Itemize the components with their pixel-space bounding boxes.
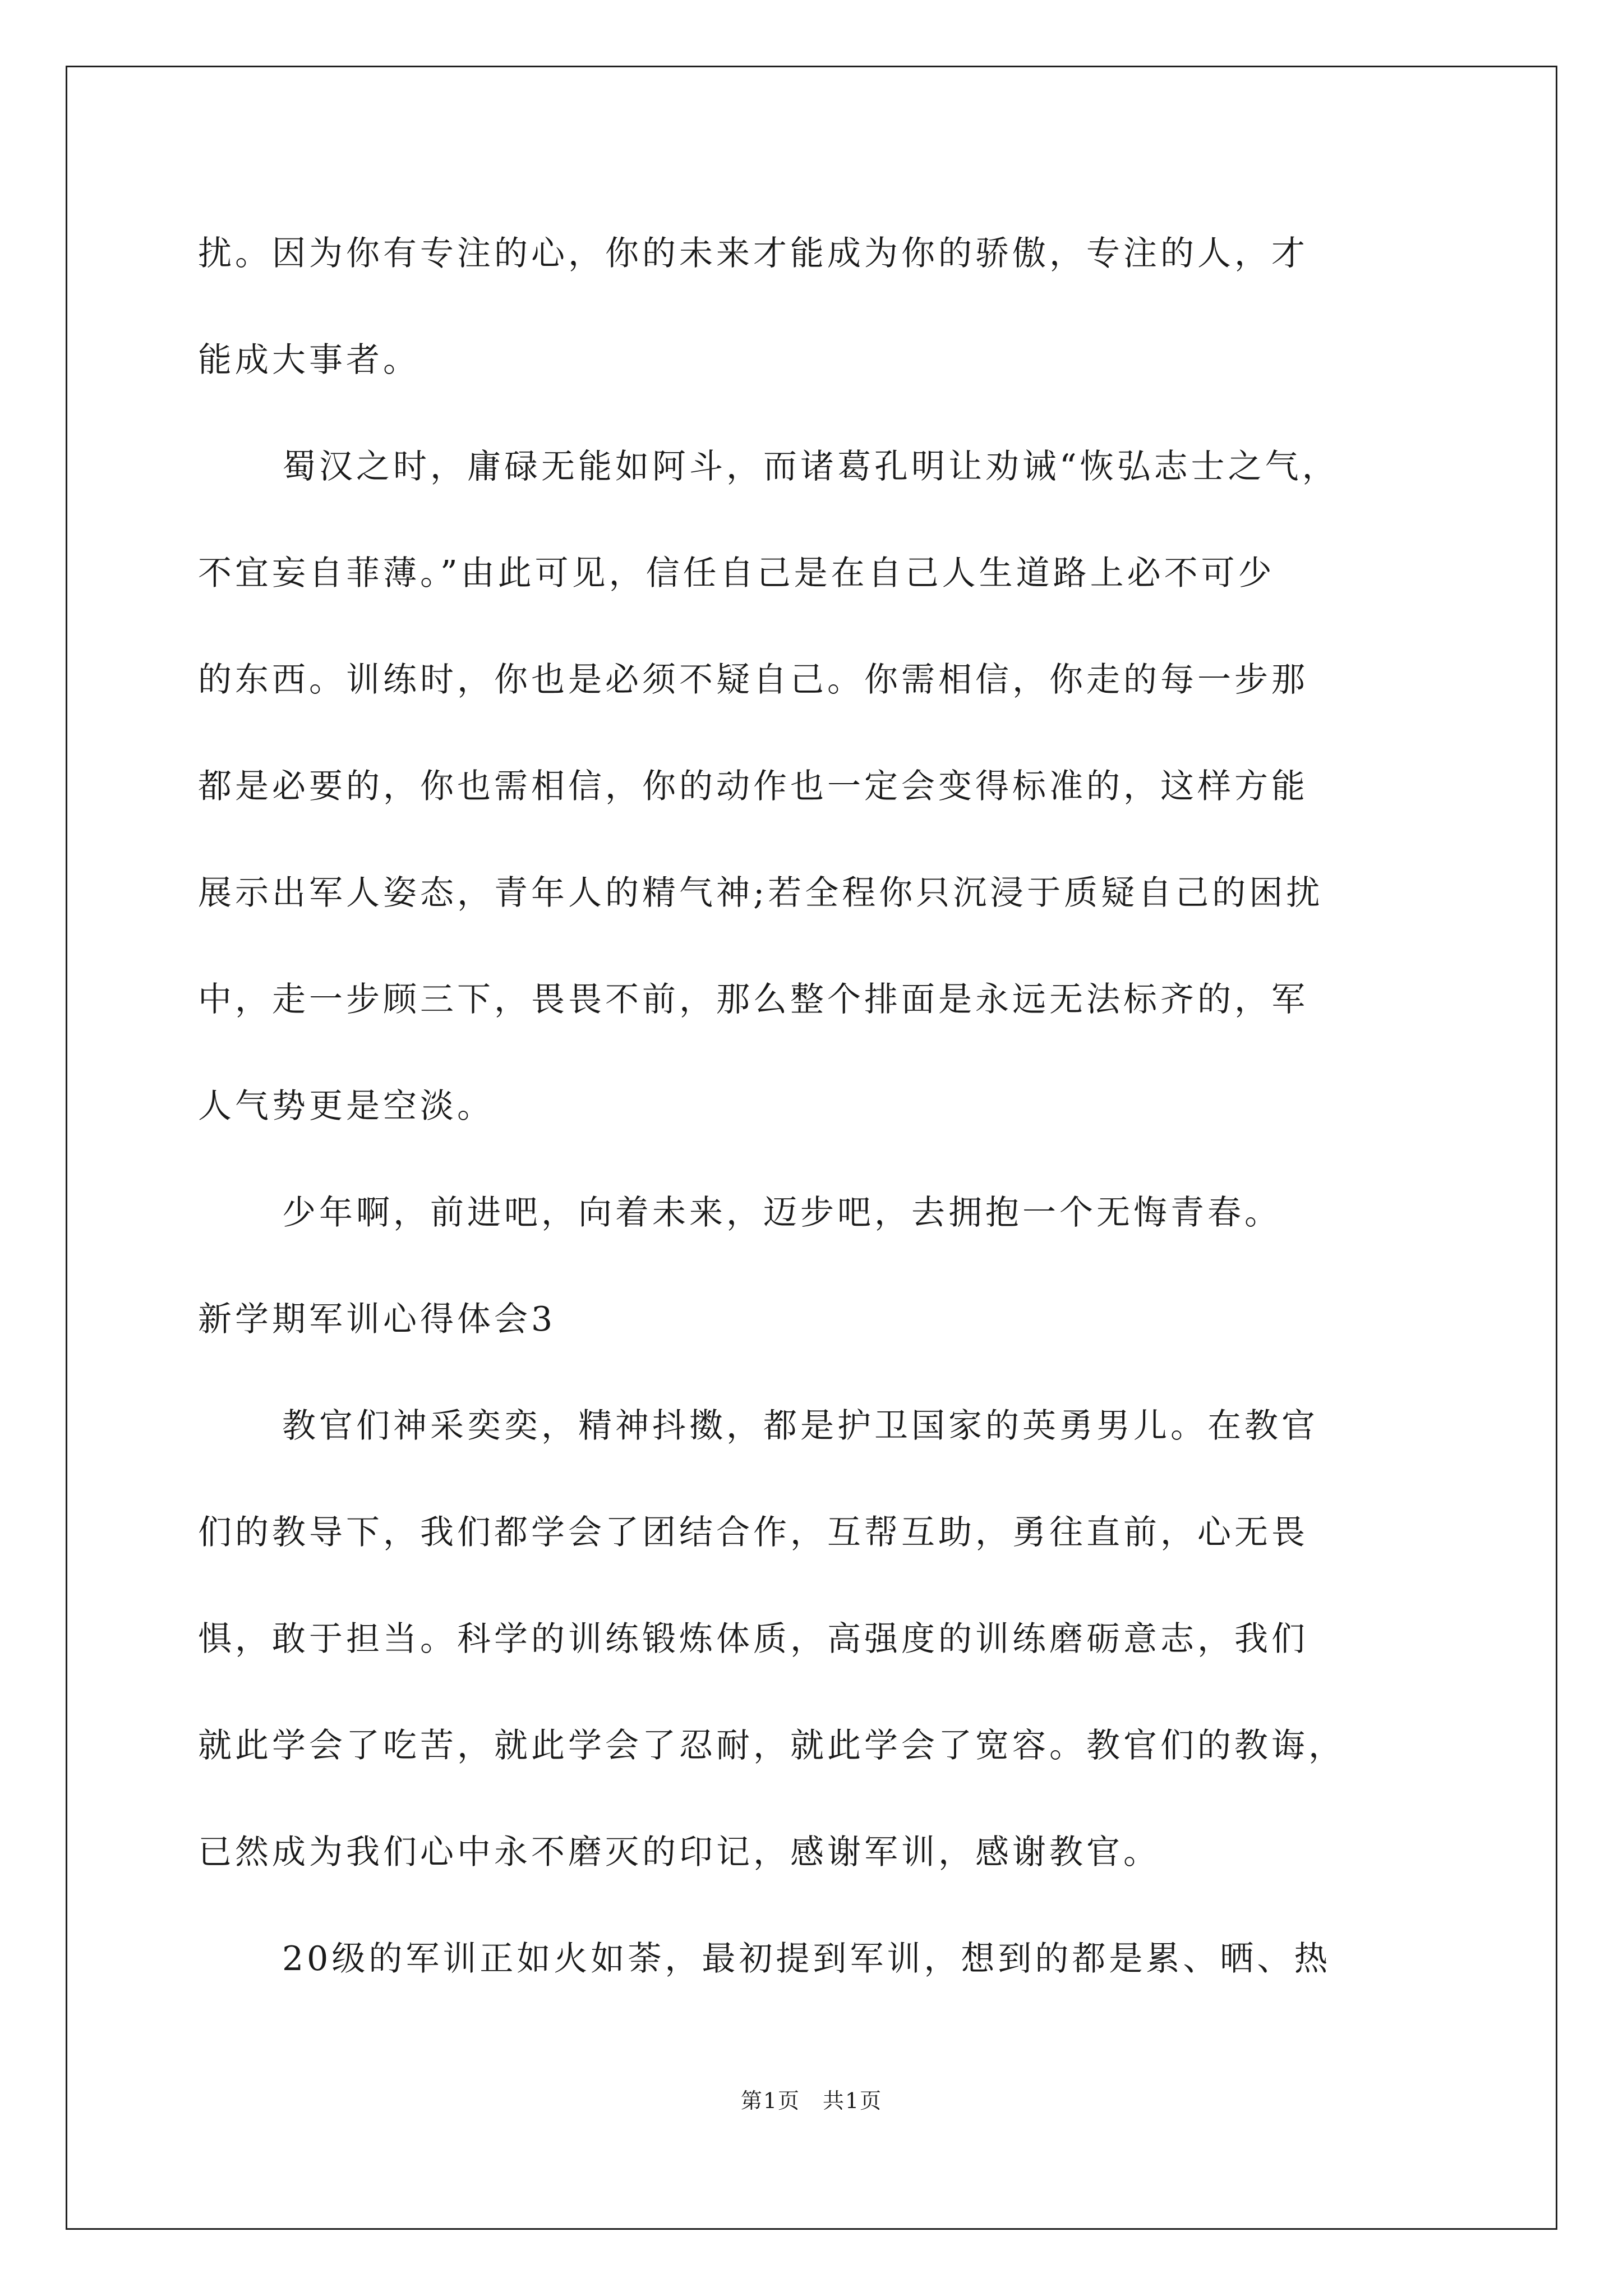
text-line: 已然成为我们心中永不磨灭的印记，感谢军训，感谢教官。 bbox=[198, 1833, 1160, 1872]
paragraph-start: 蜀汉之时，庸碌无能如阿斗，而诸葛孔明让劝诫“恢弘志士之气， bbox=[282, 447, 1339, 486]
text-line: 展示出军人姿态，青年人的精气神;若全程你只沉浸于质疑自己的困扰 bbox=[198, 873, 1324, 913]
text-line: 能成大事者。 bbox=[198, 341, 420, 380]
page-footer bbox=[0, 2087, 1623, 2115]
text-line: 惧，敢于担当。科学的训练锻炼体质，高强度的训练磨砺意志，我们 bbox=[198, 1619, 1308, 1659]
text-line: 人气势更是空淡。 bbox=[198, 1087, 494, 1126]
page-border bbox=[66, 66, 1557, 2230]
text-line: 扰。因为你有专注的心，你的未来才能成为你的骄傲，专注的人，才 bbox=[198, 234, 1308, 273]
paragraph-start: 少年啊，前进吧，向着未来，迈步吧，去拥抱一个无悔青春。 bbox=[282, 1193, 1281, 1232]
paragraph-start: 教官们神采奕奕，精神抖擞，都是护卫国家的英勇男儿。在教官 bbox=[282, 1406, 1318, 1446]
text-line: 不宜妄自菲薄。”由此可见，信任自己是在自己人生道路上必不可少 bbox=[198, 554, 1275, 593]
page-total: 共1页 bbox=[823, 2088, 883, 2113]
section-heading: 新学期军训心得体会3 bbox=[198, 1300, 556, 1339]
paragraph-start: 20级的军训正如火如荼，最初提到军训，想到的都是累、晒、热 bbox=[282, 1939, 1331, 1978]
text-line: 的东西。训练时，你也是必须不疑自己。你需相信，你走的每一步那 bbox=[198, 660, 1308, 700]
page-number: 第1页 bbox=[740, 2088, 800, 2113]
text-line: 都是必要的，你也需相信，你的动作也一定会变得标准的，这样方能 bbox=[198, 767, 1308, 806]
text-line: 们的教导下，我们都学会了团结合作，互帮互助，勇往直前，心无畏 bbox=[198, 1513, 1308, 1552]
text-line: 就此学会了吃苦，就此学会了忍耐，就此学会了宽容。教官们的教诲， bbox=[198, 1726, 1345, 1765]
text-line: 中，走一步顾三下，畏畏不前，那么整个排面是永远无法标齐的，军 bbox=[198, 980, 1308, 1019]
